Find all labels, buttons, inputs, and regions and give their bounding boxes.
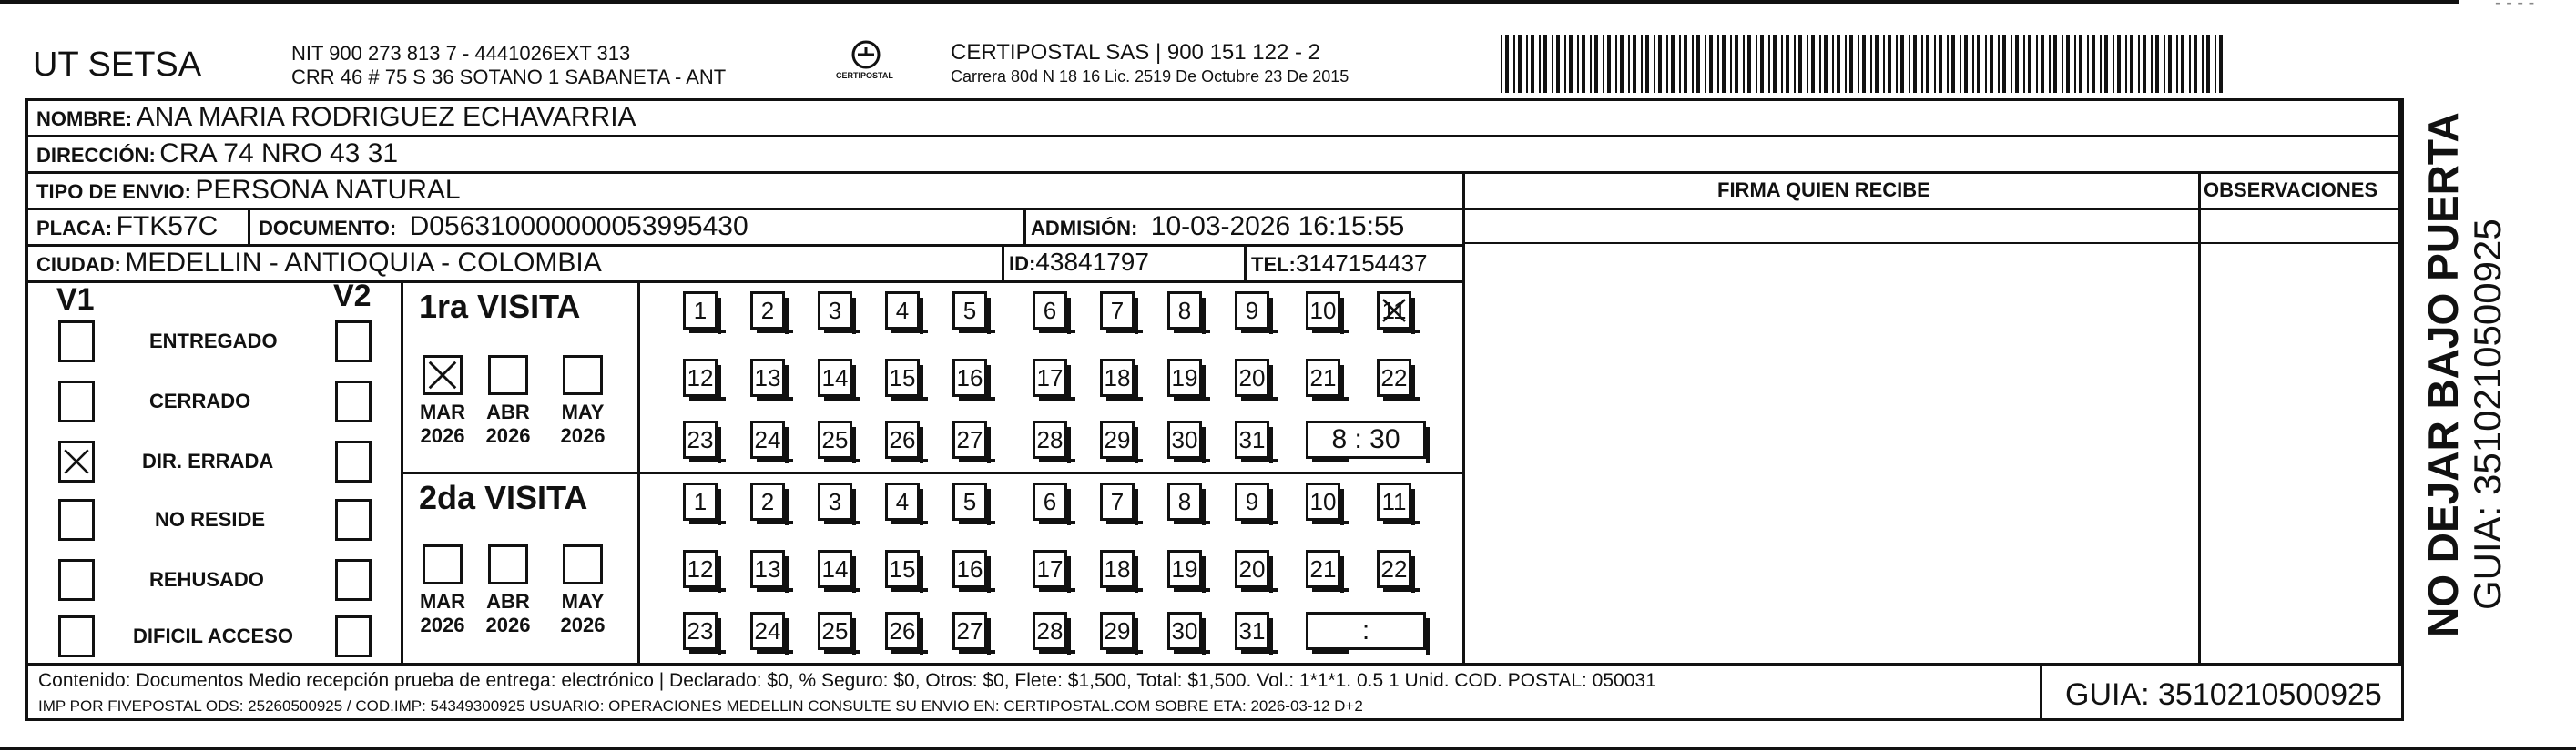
side-warning: NO DEJAR BAJO PUERTA xyxy=(2419,112,2467,637)
day-box[interactable]: 4 xyxy=(885,291,920,330)
day-box[interactable]: 13 xyxy=(750,359,785,397)
month-name: MAR xyxy=(419,401,466,423)
month-name: MAY xyxy=(561,401,605,423)
documento-label: DOCUMENTO: xyxy=(259,217,397,239)
bottom-rule xyxy=(0,747,2576,750)
direccion-label: DIRECCIÓN: xyxy=(36,144,156,167)
status-v2-checkbox[interactable] xyxy=(335,381,372,422)
documento-value: D056310000000053995430 xyxy=(409,211,748,241)
nit-line-2: CRR 46 # 75 S 36 SOTANO 1 SABANETA - ANT xyxy=(291,66,727,88)
day-box[interactable]: 27 xyxy=(952,421,987,459)
visit1-title: 1ra VISITA xyxy=(419,288,581,325)
month-year: 2026 xyxy=(420,424,465,447)
month-checkbox[interactable] xyxy=(563,355,603,395)
top-dash: - - - - xyxy=(2495,0,2535,13)
day-box[interactable]: 6 xyxy=(1033,483,1067,521)
placa-field xyxy=(36,211,218,242)
tipo-envio-field xyxy=(36,175,461,206)
status-label: DIFICIL ACCESO xyxy=(133,625,294,647)
status-v1-checkbox[interactable] xyxy=(58,615,95,657)
month-label xyxy=(555,590,610,637)
day-box[interactable]: 25 xyxy=(818,612,852,650)
day-box[interactable]: 31 xyxy=(1235,421,1269,459)
status-v2-checkbox[interactable] xyxy=(335,615,372,657)
status-label: NO RESIDE xyxy=(155,508,266,531)
day-box[interactable]: 22 xyxy=(1377,359,1411,397)
month-checkbox[interactable] xyxy=(563,544,603,584)
day-box[interactable]: 8 xyxy=(1167,483,1202,521)
day-box[interactable]: 23 xyxy=(683,421,718,459)
certipostal-line-2: Carrera 80d N 18 16 Lic. 2519 De Octubre 23 De 2015 xyxy=(951,67,1349,86)
day-box[interactable]: 1 xyxy=(683,483,718,521)
day-box[interactable]: 9 xyxy=(1235,291,1269,330)
day-box[interactable]: 29 xyxy=(1100,421,1135,459)
day-box[interactable]: 11 xyxy=(1377,291,1411,330)
day-box[interactable]: 24 xyxy=(750,612,785,650)
day-box[interactable]: 30 xyxy=(1167,612,1202,650)
day-box[interactable]: 12 xyxy=(683,550,718,588)
month-name: ABR xyxy=(486,590,530,613)
month-year: 2026 xyxy=(420,614,465,636)
day-box[interactable]: 10 xyxy=(1306,483,1340,521)
day-box[interactable]: 15 xyxy=(885,359,920,397)
day-box[interactable]: 3 xyxy=(818,291,852,330)
documento-field xyxy=(259,211,748,242)
day-box[interactable]: 18 xyxy=(1100,550,1135,588)
day-box[interactable]: 30 xyxy=(1167,421,1202,459)
visit-time-box[interactable]: 8 : 30 xyxy=(1306,421,1426,459)
tipo-envio-label: TIPO DE ENVIO: xyxy=(36,180,191,203)
day-box[interactable]: 10 xyxy=(1306,291,1340,330)
status-v1-checkbox[interactable] xyxy=(58,381,95,422)
day-box[interactable]: 20 xyxy=(1235,550,1269,588)
day-box[interactable]: 6 xyxy=(1033,291,1067,330)
v2-label: V2 xyxy=(333,279,372,313)
day-box[interactable]: 24 xyxy=(750,421,785,459)
status-label: DIR. ERRADA xyxy=(142,450,274,473)
month-label xyxy=(481,401,535,448)
day-box[interactable]: 9 xyxy=(1235,483,1269,521)
tipo-envio-value: PERSONA NATURAL xyxy=(195,175,461,205)
footer-guia: GUIA: 3510210500925 xyxy=(2065,677,2382,712)
day-box[interactable]: 31 xyxy=(1235,612,1269,650)
day-box[interactable]: 5 xyxy=(952,483,987,521)
month-checkbox[interactable] xyxy=(488,355,528,395)
month-name: ABR xyxy=(486,401,530,423)
day-box[interactable]: 11 xyxy=(1377,483,1411,521)
month-checkbox[interactable] xyxy=(423,544,463,584)
month-label xyxy=(555,401,610,448)
day-box[interactable]: 26 xyxy=(885,421,920,459)
status-v1-checkbox[interactable] xyxy=(58,559,95,601)
day-box[interactable]: 16 xyxy=(952,550,987,588)
firma-label: FIRMA QUIEN RECIBE xyxy=(1717,178,1930,201)
id-label: ID: xyxy=(1009,252,1036,275)
placa-value: FTK57C xyxy=(116,211,219,241)
day-box[interactable]: 7 xyxy=(1100,483,1135,521)
day-box[interactable]: 2 xyxy=(750,483,785,521)
day-box[interactable]: 28 xyxy=(1033,421,1067,459)
nombre-field xyxy=(36,102,636,133)
id-field xyxy=(1009,248,1149,277)
logo-text: CERTIPOSTAL xyxy=(836,71,893,80)
day-box[interactable]: 14 xyxy=(818,550,852,588)
footer-line-1: Contenido: Documentos Medio recepción prueba de entrega: electrónico | Declarado: $0, % Seguro: $0, Otros: $0, Flete: $1,500, Total: $1,500. Vol.: 1*1*1. 0.5 1 Unid. COD. POSTAL: 050031 xyxy=(38,670,1656,691)
status-v1-checkbox[interactable] xyxy=(58,441,95,483)
day-box[interactable]: 15 xyxy=(885,550,920,588)
admision-value: 10-03-2026 16:15:55 xyxy=(1150,211,1405,241)
visit2-title: 2da VISITA xyxy=(419,479,588,516)
day-box[interactable]: 17 xyxy=(1033,550,1067,588)
tel-value: 3147154437 xyxy=(1295,249,1428,277)
day-box[interactable]: 28 xyxy=(1033,612,1067,650)
observaciones-label: OBSERVACIONES xyxy=(2204,178,2378,201)
status-label: REHUSADO xyxy=(149,568,264,591)
day-box[interactable]: 20 xyxy=(1235,359,1269,397)
barcode xyxy=(1501,35,2224,93)
status-label: ENTREGADO xyxy=(149,330,278,352)
day-box[interactable]: 25 xyxy=(818,421,852,459)
day-box[interactable]: 29 xyxy=(1100,612,1135,650)
day-box[interactable]: 12 xyxy=(683,359,718,397)
nombre-label: NOMBRE: xyxy=(36,107,133,130)
day-box[interactable]: 21 xyxy=(1306,550,1340,588)
status-v1-checkbox[interactable] xyxy=(58,320,95,362)
day-box[interactable]: 18 xyxy=(1100,359,1135,397)
visit-time-box[interactable]: : xyxy=(1306,612,1426,650)
day-box[interactable]: 21 xyxy=(1306,359,1340,397)
status-v2-checkbox[interactable] xyxy=(335,320,372,362)
status-label: CERRADO xyxy=(149,390,251,412)
company-name: UT SETSA xyxy=(33,46,202,84)
month-name: MAY xyxy=(561,590,605,613)
admision-label: ADMISIÓN: xyxy=(1031,217,1138,239)
certipostal-logo xyxy=(834,36,898,91)
id-value: 43841797 xyxy=(1035,248,1149,276)
month-label xyxy=(481,590,535,637)
footer-line-2: IMP POR FIVEPOSTAL ODS: 25260500925 / COD.IMP: 54349300925 USUARIO: OPERACIONES MEDELLIN CONSULTE SU ENVIO EN: CERTIPOSTAL.COM SOBRE ETA: 2026-03-12 D+2 xyxy=(38,697,1363,715)
ciudad-label: CIUDAD: xyxy=(36,253,121,276)
direccion-field xyxy=(36,138,398,169)
nit-line-1: NIT 900 273 813 7 - 4441026EXT 313 xyxy=(291,42,631,65)
day-box[interactable]: 8 xyxy=(1167,291,1202,330)
admision-field xyxy=(1031,211,1404,242)
day-box[interactable]: 14 xyxy=(818,359,852,397)
status-v2-checkbox[interactable] xyxy=(335,441,372,483)
direccion-value: CRA 74 NRO 43 31 xyxy=(159,138,399,168)
day-box[interactable]: 27 xyxy=(952,612,987,650)
status-v1-checkbox[interactable] xyxy=(58,499,95,541)
month-name: MAR xyxy=(419,590,466,613)
tel-label: TEL: xyxy=(1251,253,1296,276)
status-v2-checkbox[interactable] xyxy=(335,559,372,601)
day-box[interactable]: 23 xyxy=(683,612,718,650)
day-box[interactable]: 22 xyxy=(1377,550,1411,588)
month-checkbox[interactable] xyxy=(488,544,528,584)
month-checkbox[interactable] xyxy=(423,355,463,395)
top-rule xyxy=(0,0,2459,4)
month-year: 2026 xyxy=(560,424,606,447)
month-label xyxy=(415,401,470,448)
day-box[interactable]: 19 xyxy=(1167,359,1202,397)
tel-field xyxy=(1251,249,1428,278)
day-box[interactable]: 16 xyxy=(952,359,987,397)
month-label xyxy=(415,590,470,637)
day-box[interactable]: 13 xyxy=(750,550,785,588)
day-box[interactable]: 7 xyxy=(1100,291,1135,330)
month-year: 2026 xyxy=(485,614,531,636)
day-box[interactable]: 26 xyxy=(885,612,920,650)
ciudad-value: MEDELLIN - ANTIOQUIA - COLOMBIA xyxy=(125,248,602,278)
day-box[interactable]: 2 xyxy=(750,291,785,330)
side-guia: GUIA: 3510210500925 xyxy=(2466,218,2509,610)
v1-label: V1 xyxy=(56,282,95,317)
month-year: 2026 xyxy=(485,424,531,447)
month-year: 2026 xyxy=(560,614,606,636)
certipostal-line-1: CERTIPOSTAL SAS | 900 151 122 - 2 xyxy=(951,40,1320,65)
nombre-value: ANA MARIA RODRIGUEZ ECHAVARRIA xyxy=(136,102,636,132)
ciudad-field xyxy=(36,248,602,279)
day-box[interactable]: 3 xyxy=(818,483,852,521)
placa-label: PLACA: xyxy=(36,217,113,239)
day-box[interactable]: 5 xyxy=(952,291,987,330)
day-box[interactable]: 17 xyxy=(1033,359,1067,397)
day-box[interactable]: 1 xyxy=(683,291,718,330)
day-box[interactable]: 19 xyxy=(1167,550,1202,588)
day-box[interactable]: 4 xyxy=(885,483,920,521)
status-v2-checkbox[interactable] xyxy=(335,499,372,541)
